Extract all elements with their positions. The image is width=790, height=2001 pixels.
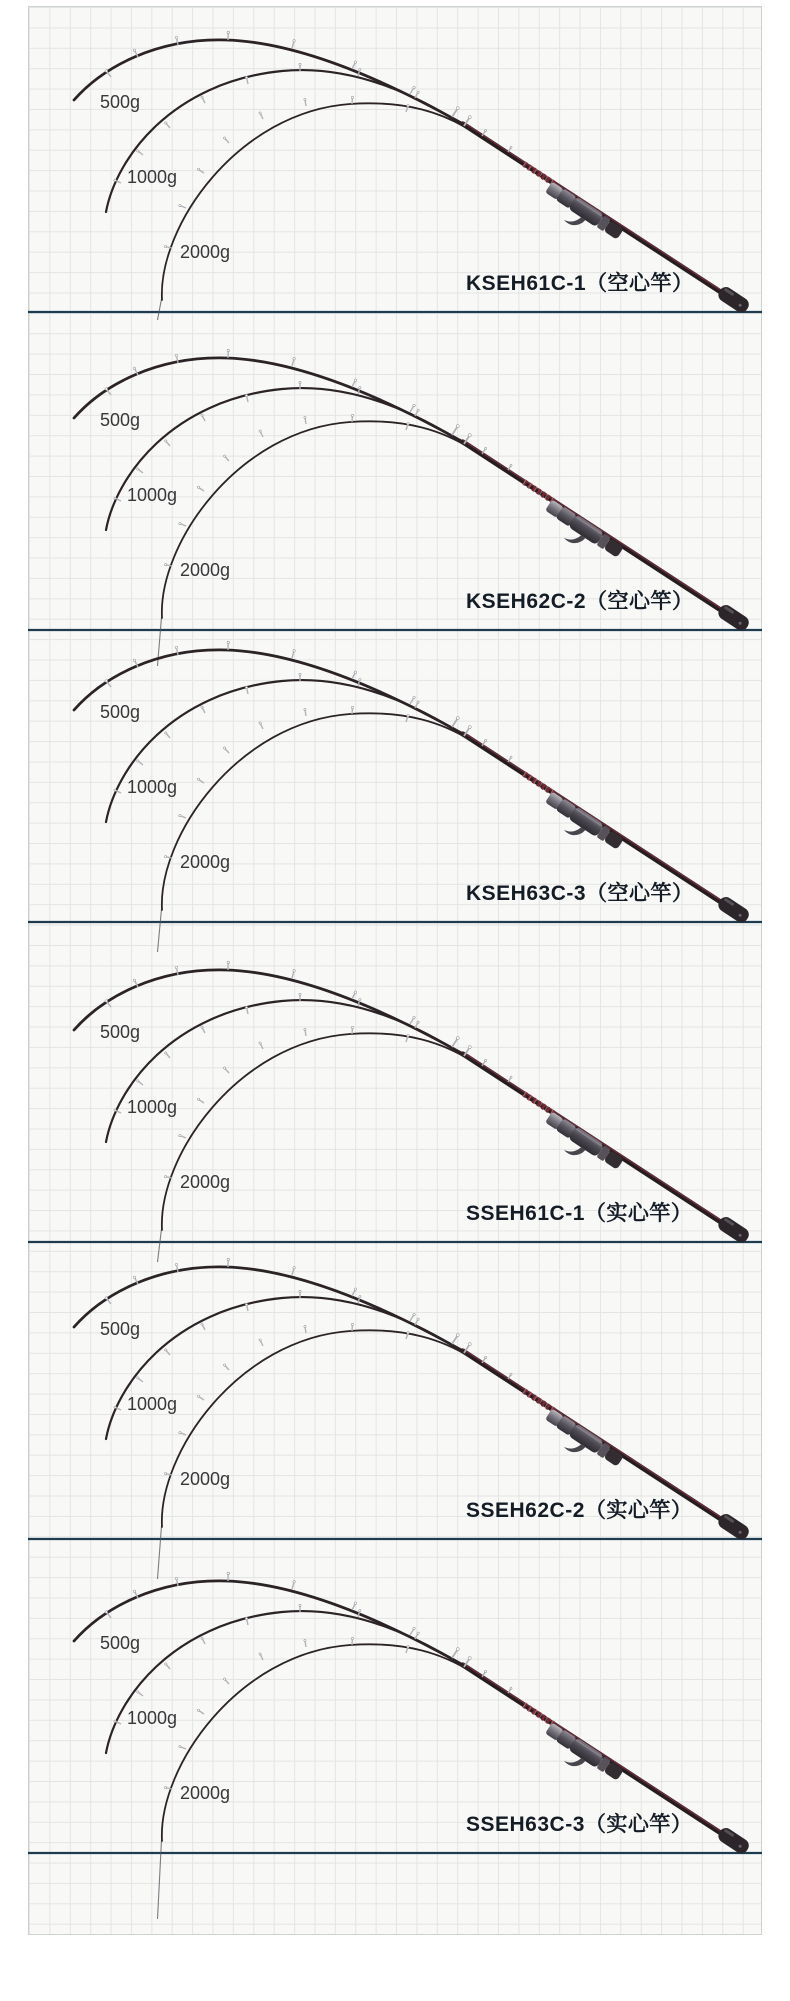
butt-cap [716,1825,752,1856]
load-label-500g: 500g [100,1022,141,1042]
guides-2000g [164,706,409,859]
guides-500g [105,31,416,94]
rod-bend-diagram [0,1541,790,1926]
tip-tail-line [158,299,162,320]
load-label-2000g: 2000g [180,560,231,580]
load-label-1000g: 1000g [127,777,178,797]
reel-seat [538,181,625,251]
load-label-1000g: 1000g [127,485,178,505]
load-label-2000g: 2000g [180,1783,231,1803]
bend-curve-2000g [162,1330,470,1527]
guides-butt-section [451,716,513,763]
model-label: SSEH61C-1（实心竿） [466,1202,693,1225]
load-label-2000g: 2000g [180,1172,231,1192]
reel-seat [538,499,625,569]
guides-butt-section [451,424,513,471]
model-label: SSEH62C-2（实心竿） [466,1499,693,1522]
load-label-2000g: 2000g [180,242,231,262]
guides-2000g [164,1323,409,1476]
bend-curve-2000g [162,421,470,618]
rod-panel-6 [0,1541,790,1926]
model-label: SSEH63C-3（实心竿） [466,1813,693,1836]
guides-butt-section [451,1647,513,1694]
guides-2000g [164,414,409,567]
model-label: KSEH61C-1（空心竿） [466,272,694,295]
guides-500g [105,349,416,412]
reel-seat [538,1408,625,1478]
bend-curve-2000g [162,1033,470,1230]
bend-curve-2000g [162,713,470,910]
model-label: KSEH62C-2（空心竿） [466,590,694,613]
guides-500g [105,1572,416,1635]
butt-cap [716,894,752,925]
reel-seat [538,791,625,861]
load-label-500g: 500g [100,92,141,112]
guides-2000g [164,1637,409,1790]
guides-500g [105,641,416,704]
reel-seat [538,1111,625,1181]
load-label-1000g: 1000g [127,1708,178,1728]
load-label-1000g: 1000g [127,1097,178,1117]
guides-butt-section [451,1036,513,1083]
guides-500g [105,1258,416,1321]
bend-curve-2000g [162,103,470,300]
guides-500g [105,961,416,1024]
load-label-500g: 500g [100,1633,141,1653]
load-label-1000g: 1000g [127,1394,178,1414]
butt-cap [716,1511,752,1542]
load-label-500g: 500g [100,1319,141,1339]
load-label-2000g: 2000g [180,852,231,872]
load-label-1000g: 1000g [127,167,178,187]
guides-2000g [164,96,409,249]
model-label: KSEH63C-3（空心竿） [466,882,694,905]
load-label-500g: 500g [100,410,141,430]
guides-2000g [164,1026,409,1179]
reel-seat [538,1722,625,1792]
load-label-500g: 500g [100,702,141,722]
guides-butt-section [451,1333,513,1380]
guides-butt-section [451,106,513,153]
bend-curve-2000g [162,1644,470,1841]
butt-cap [716,284,752,315]
load-label-2000g: 2000g [180,1469,231,1489]
tip-tail-line [158,1840,162,1919]
